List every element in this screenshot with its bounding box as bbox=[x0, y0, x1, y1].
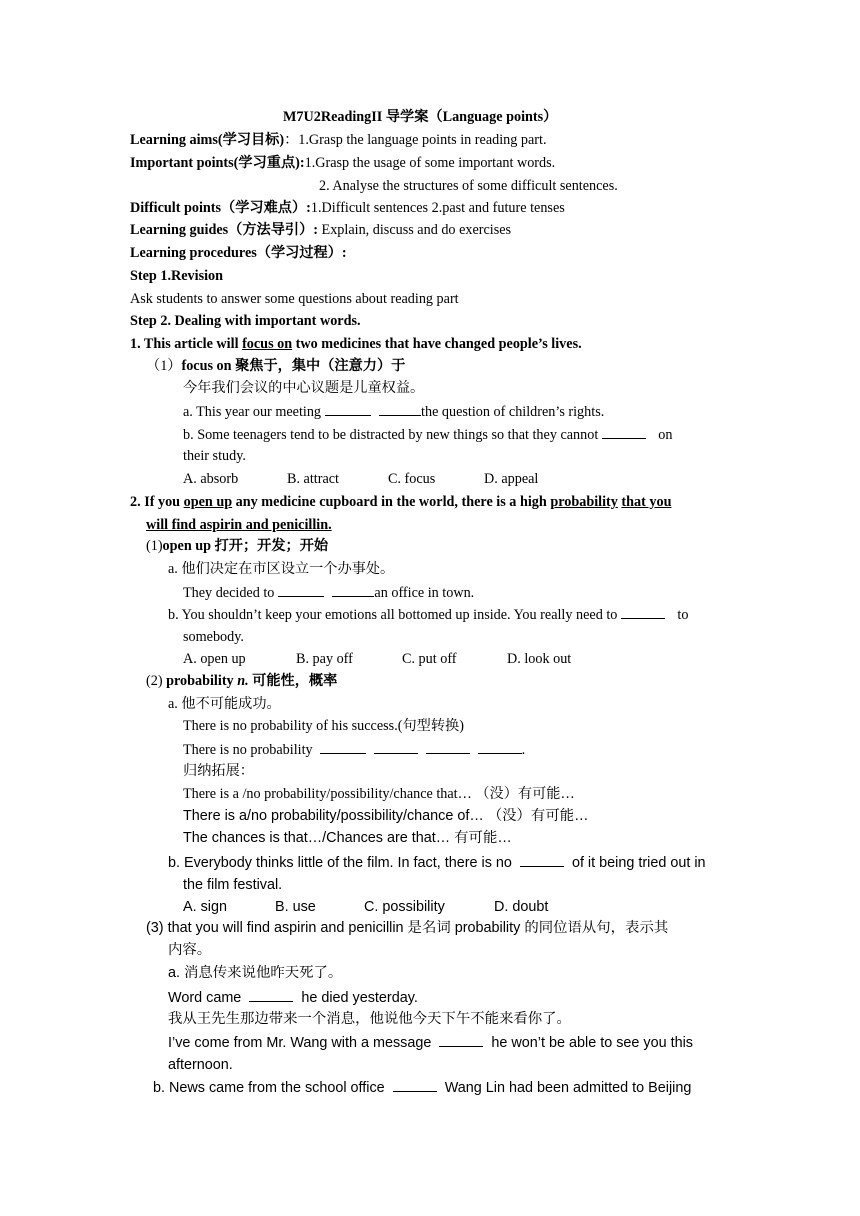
difficult-points-text: 1.Difficult sentences 2.past and future tenses bbox=[310, 200, 565, 216]
difficult-points-label: Difficult points（学习难点）: bbox=[130, 200, 311, 216]
page-title: M7U2ReadingII 导学案（Language points） bbox=[283, 109, 558, 125]
item1-sub-num: （1） bbox=[146, 358, 182, 374]
item2-s1-a-cn: a. 他们决定在市区设立一个办事处。 bbox=[168, 561, 395, 577]
important-points bbox=[130, 154, 555, 172]
item2-p1: 2. If you bbox=[130, 494, 184, 510]
item2-s1-a-post: an office in town. bbox=[374, 585, 475, 601]
answer-blank[interactable] bbox=[332, 583, 374, 597]
item2-sentence-cont: will find aspirin and penicillin. bbox=[146, 517, 332, 533]
answer-blank[interactable] bbox=[478, 740, 522, 754]
item2-s2-b-cont: the film festival. bbox=[183, 877, 283, 893]
item2-s2-a-1: There is no probability of his success.(句型转换) bbox=[183, 718, 464, 734]
item2-s1-num: (1) bbox=[146, 538, 163, 554]
item1-rest: two medicines that have changed people’s lives. bbox=[292, 336, 582, 352]
item2-s3-b-post: Wang Lin had been admitted to Beijing bbox=[444, 1080, 692, 1096]
item2-phrase-probability: probability bbox=[550, 494, 618, 510]
item2-s3-a bbox=[168, 988, 418, 1007]
item2-s2-a-end: . bbox=[521, 742, 526, 758]
learning-aims-label: Learning aims(学习目标) bbox=[130, 132, 285, 148]
item1-phrase: focus on bbox=[242, 336, 293, 352]
item2-s2-summary-label: 归纳拓展： bbox=[183, 763, 254, 779]
item2-s1-a bbox=[183, 583, 474, 602]
item2-s2-summary-2: There is a/no probability/possibility/chance of… （没）有可能… bbox=[183, 808, 589, 824]
item2-s2-b-pre: b. Everybody thinks little of the film. In fact, there is no bbox=[168, 855, 512, 871]
item1-options bbox=[0, 470, 860, 488]
item2-s3-line2: 内容。 bbox=[168, 942, 212, 958]
item2-phrase-open-up: open up bbox=[183, 494, 233, 510]
item1-cn: 今年我们会议的中心议题是儿童权益。 bbox=[183, 380, 425, 396]
item1-option[interactable]: D. appeal bbox=[484, 471, 539, 487]
learning-procedures: Learning procedures（学习过程）: bbox=[130, 245, 347, 261]
item1-a bbox=[183, 402, 604, 421]
item2-s2-option[interactable]: A. sign bbox=[183, 899, 227, 915]
item2-s2-cn: 可能性，概率 bbox=[248, 673, 338, 689]
item2-s3-b bbox=[153, 1078, 691, 1097]
answer-blank[interactable] bbox=[325, 402, 371, 416]
item1-a-post: the question of children’s rights. bbox=[421, 404, 605, 420]
item2-s1-b-pre: b. You shouldn’t keep your emotions all bottomed up inside. You really need to bbox=[168, 607, 618, 623]
item2-s1-b-cont: somebody. bbox=[183, 629, 244, 645]
item2-s2-b bbox=[168, 853, 706, 872]
answer-blank[interactable] bbox=[374, 740, 418, 754]
item1-option[interactable]: A. absorb bbox=[183, 471, 239, 487]
item2-s1-option[interactable]: A. open up bbox=[183, 651, 246, 667]
item2-s3-a-post: he died yesterday. bbox=[301, 990, 418, 1006]
step2-title: Step 2. Dealing with important words. bbox=[130, 313, 361, 329]
item2-s1-option[interactable]: C. put off bbox=[402, 651, 457, 667]
item2-sentence bbox=[130, 493, 671, 511]
answer-blank[interactable] bbox=[439, 1033, 483, 1047]
item2-s2-option[interactable]: C. possibility bbox=[364, 899, 445, 915]
item2-p2: any medicine cupboard in the world, there is a high bbox=[232, 494, 551, 510]
item1-b bbox=[183, 425, 672, 444]
item1-option[interactable]: C. focus bbox=[388, 471, 436, 487]
answer-blank[interactable] bbox=[621, 605, 665, 619]
item2-s1-heading bbox=[146, 537, 328, 555]
item2-s3-a2-post: he won’t be able to see you this bbox=[491, 1035, 693, 1051]
answer-blank[interactable] bbox=[249, 988, 293, 1002]
item2-s2-a-2-text: There is no probability bbox=[183, 742, 313, 758]
answer-blank[interactable] bbox=[379, 402, 421, 416]
item2-s2-summary-1: There is a /no probability/possibility/chance that… （没）有可能… bbox=[183, 786, 575, 802]
item2-s3-a2 bbox=[168, 1033, 693, 1052]
item2-s3-a2-pre: I’ve come from Mr. Wang with a message bbox=[168, 1035, 432, 1051]
item1-b-pre: b. Some teenagers tend to be distracted by new things so that they cannot bbox=[183, 427, 599, 443]
learning-guides-label: Learning guides（方法导引）: bbox=[130, 222, 318, 238]
item1-b-post: on bbox=[658, 427, 673, 443]
item2-s3-a-cn: a. 消息传来说他昨天死了。 bbox=[168, 965, 343, 981]
item2-s2-pos: n. bbox=[237, 673, 249, 689]
item2-s2-a-2 bbox=[183, 740, 525, 759]
item2-s2-a-cn: a. 他不可能成功。 bbox=[168, 696, 281, 712]
item2-s1-title: open up 打开；开发；开始 bbox=[162, 538, 329, 554]
item2-s1-b-post: to bbox=[677, 607, 689, 623]
item1-sub-heading bbox=[146, 357, 405, 375]
item2-s3-b-pre: b. News came from the school office bbox=[153, 1080, 385, 1096]
item2-s3-cn2: 我从王先生那边带来一个消息，他说他今天下午不能来看你了。 bbox=[168, 1011, 571, 1027]
item2-s1-b bbox=[168, 605, 688, 624]
answer-blank[interactable] bbox=[426, 740, 470, 754]
item2-s3-line1: (3) that you will find aspirin and penicillin 是名词 probability 的同位语从句，表示其 bbox=[146, 920, 669, 936]
important-points-2: 2. Analyse the structures of some difficult sentences. bbox=[319, 178, 618, 194]
item2-s1-options bbox=[0, 650, 860, 668]
item2-s2-num: (2) bbox=[146, 673, 167, 689]
answer-blank[interactable] bbox=[602, 425, 646, 439]
learning-aims bbox=[130, 131, 547, 149]
item2-s2-heading bbox=[146, 672, 337, 690]
item2-s3-a2-cont: afternoon. bbox=[168, 1057, 233, 1073]
important-points-1: 1.Grasp the usage of some important words. bbox=[304, 155, 556, 171]
important-points-label: Important points(学习重点): bbox=[130, 155, 305, 171]
item2-s2-option[interactable]: D. doubt bbox=[494, 899, 549, 915]
difficult-points bbox=[130, 199, 565, 217]
item2-s1-a-pre: They decided to bbox=[183, 585, 275, 601]
item1-num: 1. This article will bbox=[130, 336, 243, 352]
item2-phrase-that: that you bbox=[621, 494, 672, 510]
answer-blank[interactable] bbox=[320, 740, 366, 754]
item2-s1-option[interactable]: B. pay off bbox=[296, 651, 353, 667]
step1-text: Ask students to answer some questions about reading part bbox=[130, 291, 459, 307]
item2-s2-word: probability bbox=[166, 673, 238, 689]
learning-aims-text: ：1.Grasp the language points in reading part. bbox=[284, 132, 547, 148]
learning-guides-text: Explain, discuss and do exercises bbox=[318, 222, 512, 238]
answer-blank[interactable] bbox=[520, 853, 564, 867]
answer-blank[interactable] bbox=[278, 583, 324, 597]
item1-a-pre: a. This year our meeting bbox=[183, 404, 322, 420]
item1-sub-title: focus on 聚焦于，集中（注意力）于 bbox=[181, 358, 406, 374]
step1-title: Step 1.Revision bbox=[130, 268, 224, 284]
item1-b-cont: their study. bbox=[183, 448, 246, 464]
item1-sentence bbox=[130, 335, 582, 353]
learning-guides bbox=[130, 221, 511, 239]
answer-blank[interactable] bbox=[393, 1078, 437, 1092]
item2-s2-summary-3: The chances is that…/Chances are that… 有可能… bbox=[183, 830, 512, 846]
item2-s3-a-pre: Word came bbox=[168, 990, 242, 1006]
item2-s2-options bbox=[0, 898, 860, 916]
item2-s2-option[interactable]: B. use bbox=[275, 899, 316, 915]
item1-option[interactable]: B. attract bbox=[287, 471, 339, 487]
item2-s1-option[interactable]: D. look out bbox=[507, 651, 572, 667]
item2-s2-b-post: of it being tried out in bbox=[571, 855, 706, 871]
